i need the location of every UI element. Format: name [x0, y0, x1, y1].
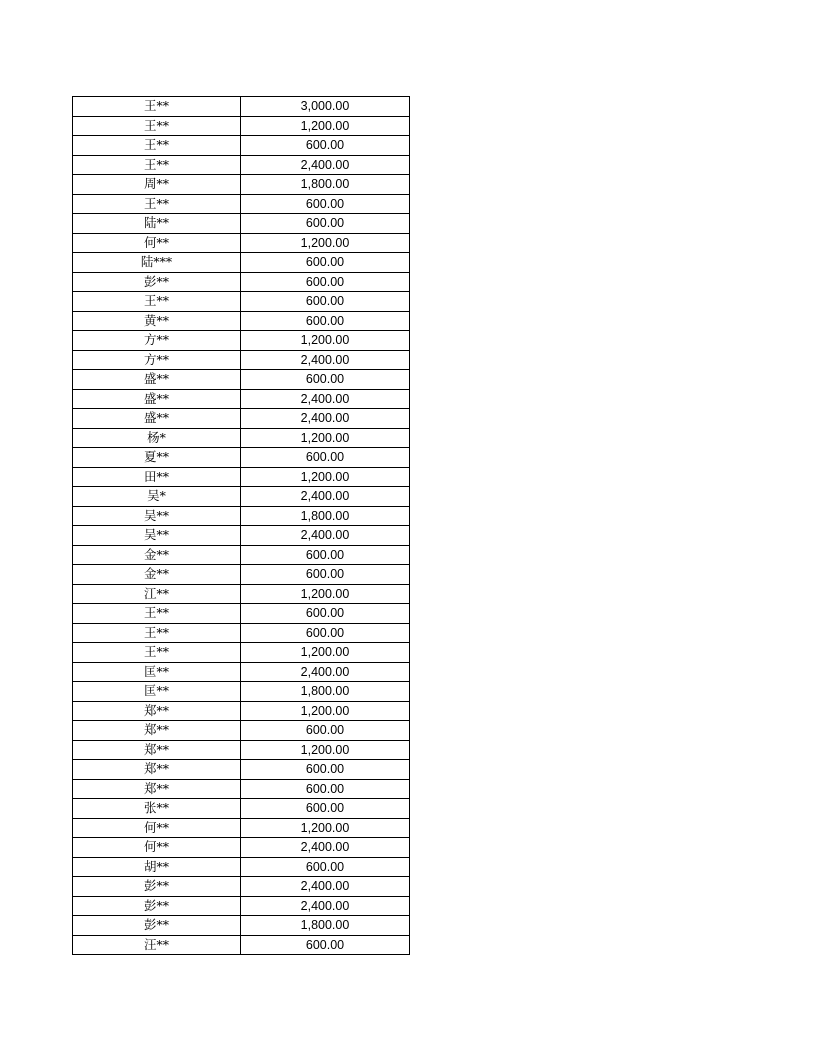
- name-cell: 郑**: [73, 721, 241, 741]
- amount-cell: 600.00: [241, 799, 410, 819]
- amount-cell: 2,400.00: [241, 662, 410, 682]
- table-row: [73, 799, 410, 819]
- table-row: [73, 331, 410, 351]
- amount-cell: 1,200.00: [241, 818, 410, 838]
- name-cell: 王**: [73, 97, 241, 117]
- table-row: [73, 721, 410, 741]
- table-row: [73, 682, 410, 702]
- amount-cell: 1,200.00: [241, 331, 410, 351]
- name-cell: 郑**: [73, 760, 241, 780]
- amount-cell: 2,400.00: [241, 389, 410, 409]
- table-row: [73, 409, 410, 429]
- amount-cell: 1,200.00: [241, 428, 410, 448]
- name-cell: 王**: [73, 155, 241, 175]
- name-cell: 盛**: [73, 370, 241, 390]
- amount-cell: 600.00: [241, 448, 410, 468]
- name-cell: 吴*: [73, 487, 241, 507]
- name-cell: 陆***: [73, 253, 241, 273]
- table-row: [73, 487, 410, 507]
- table-row: [73, 292, 410, 312]
- amount-cell: 600.00: [241, 857, 410, 877]
- name-cell: 王**: [73, 116, 241, 136]
- name-cell: 何**: [73, 233, 241, 253]
- amount-cell: 600.00: [241, 623, 410, 643]
- table-row: [73, 448, 410, 468]
- table-row: [73, 935, 410, 955]
- amount-cell: 2,400.00: [241, 838, 410, 858]
- table-row: [73, 155, 410, 175]
- table-row: [73, 311, 410, 331]
- table-row: [73, 701, 410, 721]
- name-cell: 吴**: [73, 526, 241, 546]
- table-row: [73, 565, 410, 585]
- amount-cell: 600.00: [241, 214, 410, 234]
- amount-table: [72, 96, 410, 955]
- name-cell: 郑**: [73, 701, 241, 721]
- table-row: [73, 623, 410, 643]
- table-row: [73, 760, 410, 780]
- table-row: [73, 350, 410, 370]
- name-cell: 杨*: [73, 428, 241, 448]
- table-row: [73, 272, 410, 292]
- name-cell: 王**: [73, 194, 241, 214]
- table-row: [73, 116, 410, 136]
- name-cell: 方**: [73, 331, 241, 351]
- amount-cell: 600.00: [241, 292, 410, 312]
- amount-cell: 600.00: [241, 721, 410, 741]
- table-row: [73, 428, 410, 448]
- table-row: [73, 467, 410, 487]
- amount-cell: 2,400.00: [241, 487, 410, 507]
- name-cell: 江**: [73, 584, 241, 604]
- name-cell: 吴**: [73, 506, 241, 526]
- amount-cell: 2,400.00: [241, 409, 410, 429]
- table-row: [73, 916, 410, 936]
- name-cell: 金**: [73, 565, 241, 585]
- amount-cell: 1,200.00: [241, 584, 410, 604]
- amount-cell: 600.00: [241, 760, 410, 780]
- amount-cell: 1,200.00: [241, 740, 410, 760]
- amount-cell: 2,400.00: [241, 877, 410, 897]
- amount-cell: 2,400.00: [241, 896, 410, 916]
- amount-cell: 2,400.00: [241, 155, 410, 175]
- name-cell: 匡**: [73, 682, 241, 702]
- amount-cell: 1,800.00: [241, 682, 410, 702]
- name-cell: 何**: [73, 818, 241, 838]
- amount-cell: 1,800.00: [241, 175, 410, 195]
- table-row: [73, 506, 410, 526]
- name-cell: 夏**: [73, 448, 241, 468]
- table-row: [73, 838, 410, 858]
- table-row: [73, 175, 410, 195]
- table-row: [73, 194, 410, 214]
- name-cell: 田**: [73, 467, 241, 487]
- name-cell: 郑**: [73, 740, 241, 760]
- name-cell: 张**: [73, 799, 241, 819]
- table-row: [73, 818, 410, 838]
- amount-cell: 600.00: [241, 604, 410, 624]
- amount-cell: 1,200.00: [241, 467, 410, 487]
- table-row: [73, 584, 410, 604]
- amount-cell: 600.00: [241, 779, 410, 799]
- amount-cell: 1,800.00: [241, 506, 410, 526]
- name-cell: 王**: [73, 643, 241, 663]
- name-cell: 周**: [73, 175, 241, 195]
- amount-cell: 3,000.00: [241, 97, 410, 117]
- name-cell: 汪**: [73, 935, 241, 955]
- name-cell: 彭**: [73, 896, 241, 916]
- amount-cell: 600.00: [241, 253, 410, 273]
- amount-cell: 1,800.00: [241, 916, 410, 936]
- amount-cell: 600.00: [241, 935, 410, 955]
- name-cell: 王**: [73, 136, 241, 156]
- name-cell: 匡**: [73, 662, 241, 682]
- table-row: [73, 389, 410, 409]
- name-cell: 金**: [73, 545, 241, 565]
- amount-cell: 2,400.00: [241, 350, 410, 370]
- table-row: [73, 662, 410, 682]
- table-row: [73, 643, 410, 663]
- name-cell: 彭**: [73, 916, 241, 936]
- name-cell: 王**: [73, 604, 241, 624]
- name-cell: 郑**: [73, 779, 241, 799]
- amount-cell: 600.00: [241, 545, 410, 565]
- name-cell: 黄**: [73, 311, 241, 331]
- table-row: [73, 740, 410, 760]
- table-row: [73, 136, 410, 156]
- name-cell: 盛**: [73, 409, 241, 429]
- table-row: [73, 896, 410, 916]
- table-row: [73, 779, 410, 799]
- table-row: [73, 370, 410, 390]
- name-cell: 王**: [73, 623, 241, 643]
- name-cell: 彭**: [73, 877, 241, 897]
- name-cell: 何**: [73, 838, 241, 858]
- name-cell: 彭**: [73, 272, 241, 292]
- name-cell: 盛**: [73, 389, 241, 409]
- amount-cell: 1,200.00: [241, 233, 410, 253]
- table-row: [73, 253, 410, 273]
- amount-cell: 1,200.00: [241, 701, 410, 721]
- amount-cell: 1,200.00: [241, 116, 410, 136]
- amount-cell: 600.00: [241, 272, 410, 292]
- amount-cell: 600.00: [241, 136, 410, 156]
- table-row: [73, 857, 410, 877]
- table-row: [73, 877, 410, 897]
- table-row: [73, 214, 410, 234]
- name-cell: 方**: [73, 350, 241, 370]
- table-row: [73, 545, 410, 565]
- amount-cell: 1,200.00: [241, 643, 410, 663]
- amount-cell: 600.00: [241, 194, 410, 214]
- amount-cell: 600.00: [241, 370, 410, 390]
- name-cell: 陆**: [73, 214, 241, 234]
- table-row: [73, 604, 410, 624]
- table-row: [73, 526, 410, 546]
- amount-cell: 600.00: [241, 565, 410, 585]
- amount-table-body: [73, 97, 410, 955]
- amount-cell: 2,400.00: [241, 526, 410, 546]
- table-row: [73, 97, 410, 117]
- amount-cell: 600.00: [241, 311, 410, 331]
- table-row: [73, 233, 410, 253]
- name-cell: 王**: [73, 292, 241, 312]
- name-cell: 胡**: [73, 857, 241, 877]
